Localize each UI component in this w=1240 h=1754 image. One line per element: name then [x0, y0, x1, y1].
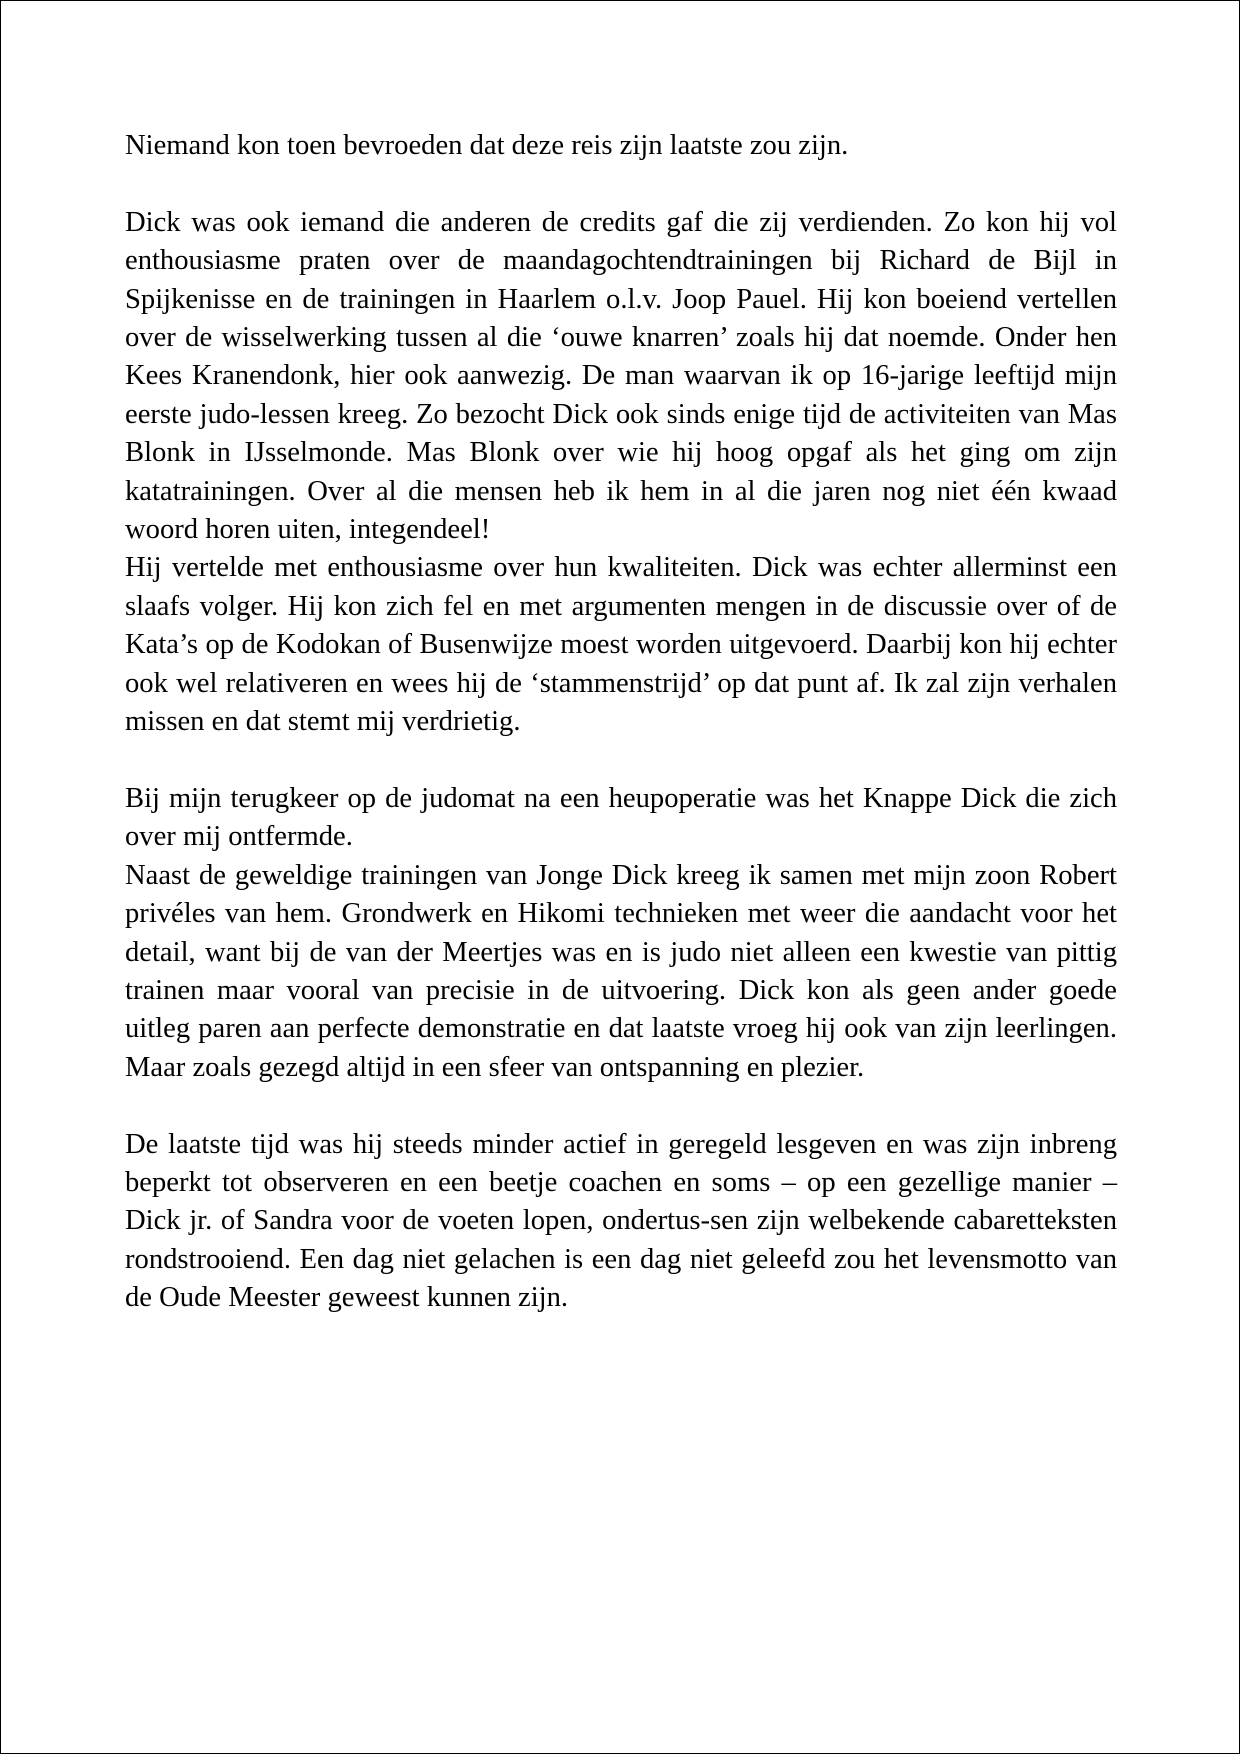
paragraph-5: Naast de geweldige trainingen van Jonge Dick kreeg ik samen met mijn zoon Robert privéles van hem. Grondwerk en Hikomi technieken met weer die aandacht voor het detail, want bij de van der Meertjes was en is judo niet alleen een kwestie van pittig trainen maar vooral van precisie in de uitvoering. Dick kon als geen ander goede uitleg paren aan perfecte demonstratie en dat laatste vroeg hij ook van zijn leerlingen. Maar zoals gezegd altijd in een sfeer van ontspanning en plezier. — [125, 859, 1117, 1083]
paragraph-1: Niemand kon toen bevroeden dat deze reis zijn laatste zou zijn. — [125, 130, 849, 161]
document-body — [125, 127, 1117, 1318]
paragraph-6: De laatste tijd was hij steeds minder actief in geregeld lesgeven en was zijn inbreng beperkt tot observeren en een beetje coachen en soms – op een gezellige manier – Dick jr. of Sandra voor de voeten lopen, ondertus-sen zijn welbekende cabaretteksten rondstrooiend. Een dag niet gelachen is een dag niet geleefd zou het levensmotto van de Oude Meester geweest kunnen zijn. — [125, 1128, 1117, 1314]
paragraph-4: Bij mijn terugkeer op de judomat na een heupoperatie was het Knappe Dick die zich over mij ontfermde. — [125, 782, 1117, 853]
paragraph-2: Dick was ook iemand die anderen de credits gaf die zij verdienden. Zo kon hij vol enthousiasme praten over de maandagochtendtrainingen bij Richard de Bijl in Spijkenisse en de trainingen in Haarlem o.l.v. Joop Pauel. Hij kon boeiend vertellen over de wisselwerking tussen al die ‘ouwe knarren’ zoals hij dat noemde. Onder hen Kees Kranendonk, hier ook aanwezig. De man waarvan ik op 16-jarige leeftijd mijn eerste judo-lessen kreeg. Zo bezocht Dick ook sinds enige tijd de activiteiten van Mas Blonk in IJsselmonde. Mas Blonk over wie hij hoog opgaf als het ging om zijn katatrainingen. Over al die mensen heb ik hem in al die jaren nog niet één kwaad woord horen uiten, integendeel! — [125, 206, 1117, 546]
paragraph-3: Hij vertelde met enthousiasme over hun kwaliteiten. Dick was echter allerminst een slaafs volger. Hij kon zich fel en met argumenten mengen in de discussie over of de Kata’s op de Kodokan of Busenwijze moest worden uitgevoerd. Daarbij kon hij echter ook wel relativeren en wees hij de ‘stammenstrijd’ op dat punt af. Ik zal zijn verhalen missen en dat stemt mij verdrietig. — [125, 552, 1117, 738]
